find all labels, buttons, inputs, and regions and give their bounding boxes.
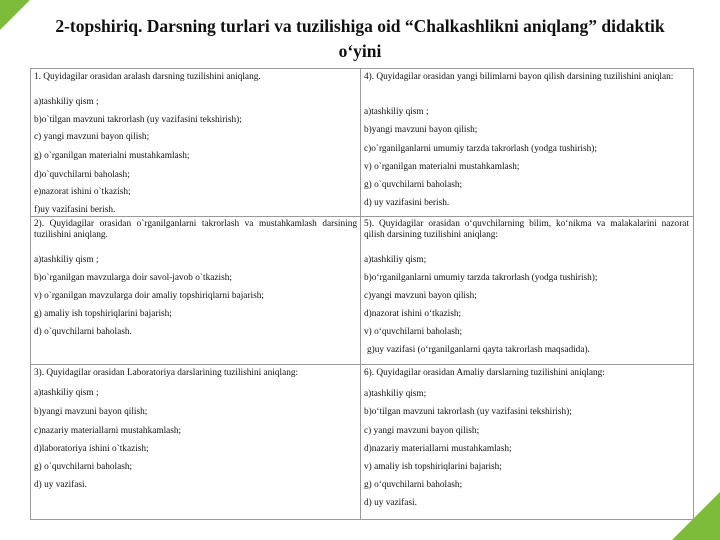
questions-table (30, 68, 694, 520)
q5-option-g: g)uy vazifasi (o‘rganilganlarni qayta takrorlash maqsadida). (367, 345, 590, 355)
q1-option-d: d)o`quvchilarni baholash; (34, 170, 130, 180)
q1-option-a: a)tashkiliy qism ; (34, 97, 99, 107)
cell-q2 (31, 217, 361, 365)
title-line-2: o‘yini (338, 41, 382, 61)
q3-option-a: a)tashkiliy qism ; (34, 388, 99, 398)
q2-option-v: v) o`rganilgan mavzularga doir amaliy topshiriqlarni bajarish; (34, 291, 264, 301)
q6-option-d1: d)nazariy materiallarni mustahkamlash; (364, 444, 512, 454)
q3-header: 3). Quyidagilar orasidan Laboratoriya darslarining tuzilishini aniqlang: (34, 368, 299, 378)
q1-option-c: c) yangi mavzuni bayon qilish; (34, 132, 150, 142)
q6-option-g: g) o‘quvchilarni baholash; (364, 480, 463, 490)
q4-option-a: a)tashkiliy qism ; (364, 107, 429, 117)
q2-option-a: a)tashkiliy qism ; (34, 255, 99, 265)
cell-q4 (361, 69, 693, 217)
q3-option-d1: d)laboratoriya ishini o`tkazish; (34, 444, 149, 454)
q1-option-f: f)uy vazifasini berish. (34, 205, 116, 215)
q4-option-b: b)yangi mavzuni bayon qilish; (364, 125, 478, 135)
q1-option-g: g) o`rganilgan materialni mustahkamlash; (34, 151, 190, 161)
q3-option-b: b)yangi mavzuni bayon qilish; (34, 407, 148, 417)
q5-option-b: b)o‘rganilganlarni umumiy tarzda takrorlash (yodga tushirish); (364, 273, 598, 283)
q6-option-c: c) yangi mavzuni bayon qilish; (364, 426, 480, 436)
q4-option-c: c)o`rganilganlarni umumiy tarzda takrorlash (yodga tushirish); (364, 144, 597, 154)
q5-option-v: v) o‘quvchilarni baholash; (364, 327, 463, 337)
q5-header: 5). Quyidagilar orasidan o‘quvchilarning bilim, ko‘nikma va malakalarini nazorat qilish darsining tuzilishini aniqlang: (364, 219, 689, 240)
title-line-1: 2-topshiriq. Darsning turlari va tuzilishiga oid “Chalkashlikni aniqlang” didaktik (55, 16, 665, 36)
q1-header: 1. Quyidagilar orasidan aralash darsning tuzilishini aniqlang. (34, 72, 261, 82)
cell-q6 (361, 365, 693, 519)
page-title (30, 14, 690, 64)
cell-q5 (361, 217, 693, 365)
q2-option-d: d) o`quvchilarni baholash. (34, 327, 132, 337)
q6-option-d2: d) uy vazifasi. (364, 498, 417, 508)
q4-header: 4). Quyidagilar orasidan yangi bilimlarni bayon qilish darsining tuzilishini aniqlan: (364, 72, 674, 82)
cell-q1 (31, 69, 361, 217)
q5-option-a: a)tashkiliy qism; (364, 255, 427, 265)
q1-option-b: b)o`tilgan mavzuni takrorlash (uy vazifasini tekshirish); (34, 115, 242, 125)
q6-option-a: a)tashkiliy qism; (364, 389, 427, 399)
q1-option-e: e)nazorat ishini o`tkazish; (34, 187, 131, 197)
q2-option-g: g) amaliy ish topshiriqlarini bajarish; (34, 309, 172, 319)
q5-option-c: c)yangi mavzuni bayon qilish; (364, 291, 477, 301)
q6-header: 6). Quyidagilar orasidan Amaliy darslarning tuzilishini aniqlang: (364, 368, 605, 378)
q3-option-g: g) o`quvchilarni baholash; (34, 462, 133, 472)
q2-header: 2). Quyidagilar orasidan o`rganilganlarni takrorlash va mustahkamlash darsining tuzilishini aniqlang. (34, 219, 357, 240)
q5-option-d: d)nazorat ishini o‘tkazish; (364, 309, 462, 319)
q4-option-v: v) o`rganilgan materialni mustahkamlash; (364, 162, 520, 172)
q3-option-d2: d) uy vazifasi. (34, 480, 87, 490)
corner-decoration-top-left (0, 0, 30, 30)
q6-option-b: b)o‘tilgan mavzuni takrorlash (uy vazifasini tekshirish); (364, 407, 572, 417)
q6-option-v: v) amaliy ish topshiriqlarini bajarish; (364, 462, 502, 472)
cell-q3 (31, 365, 361, 519)
q3-option-c: c)nazariy materiallarni mustahkamlash; (34, 426, 182, 436)
q4-option-d: d) uy vazifasini berish. (364, 198, 450, 208)
q2-option-b: b)o`rganilgan mavzularga doir savol-javob o`tkazish; (34, 273, 232, 283)
q4-option-g: g) o`quvchilarni baholash; (364, 180, 463, 190)
